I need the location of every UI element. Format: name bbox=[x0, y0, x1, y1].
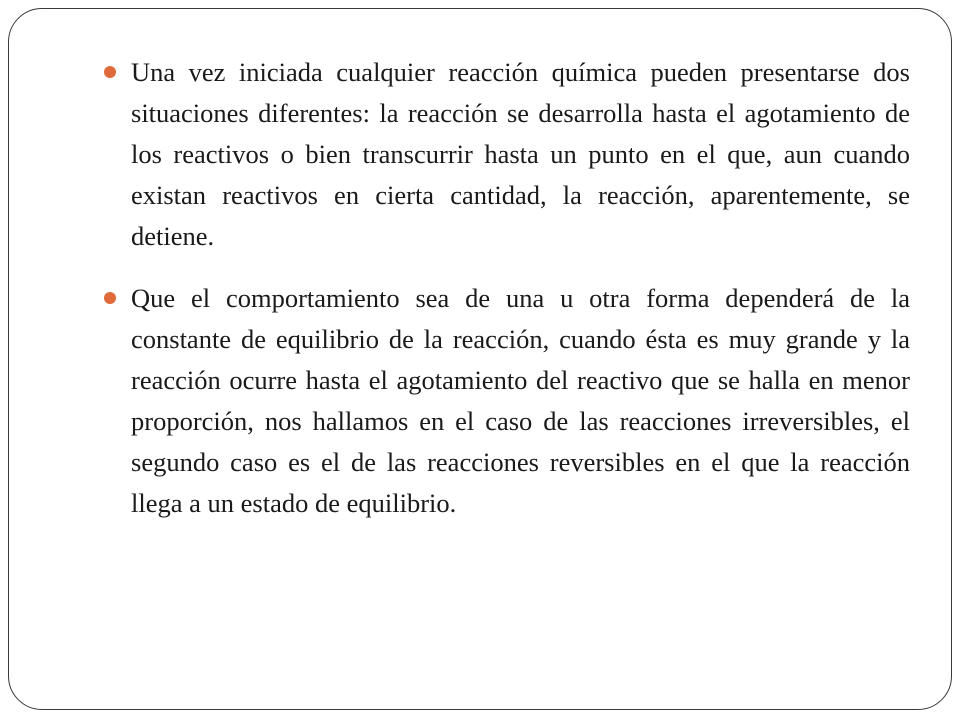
bullet-list bbox=[104, 52, 910, 545]
bullet-dot-icon bbox=[104, 292, 116, 304]
bullet-text: Una vez iniciada cualquier reacción química pueden presentarse dos situaciones diferentes: la reacción se desarrolla hasta el agotamiento de los reactivos o bien transcurrir hasta un punto en el que, aun cuando existan reactivos en cierta cantidad, la reacción, aparentemente, se detiene. bbox=[131, 57, 910, 251]
bullet-dot-icon bbox=[104, 66, 116, 78]
bullet-text: Que el comportamiento sea de una u otra forma dependerá de la constante de equilibrio de la reacción, cuando ésta es muy grande y la reacción ocurre hasta el agotamiento del reactivo que se halla en menor proporción, nos hallamos en el caso de las reacciones irreversibles, el segundo caso es el de las reacciones reversibles en el que la reacción llega a un estado de equilibrio. bbox=[131, 283, 910, 518]
bullet-item bbox=[104, 278, 910, 524]
bullet-item bbox=[104, 52, 910, 257]
